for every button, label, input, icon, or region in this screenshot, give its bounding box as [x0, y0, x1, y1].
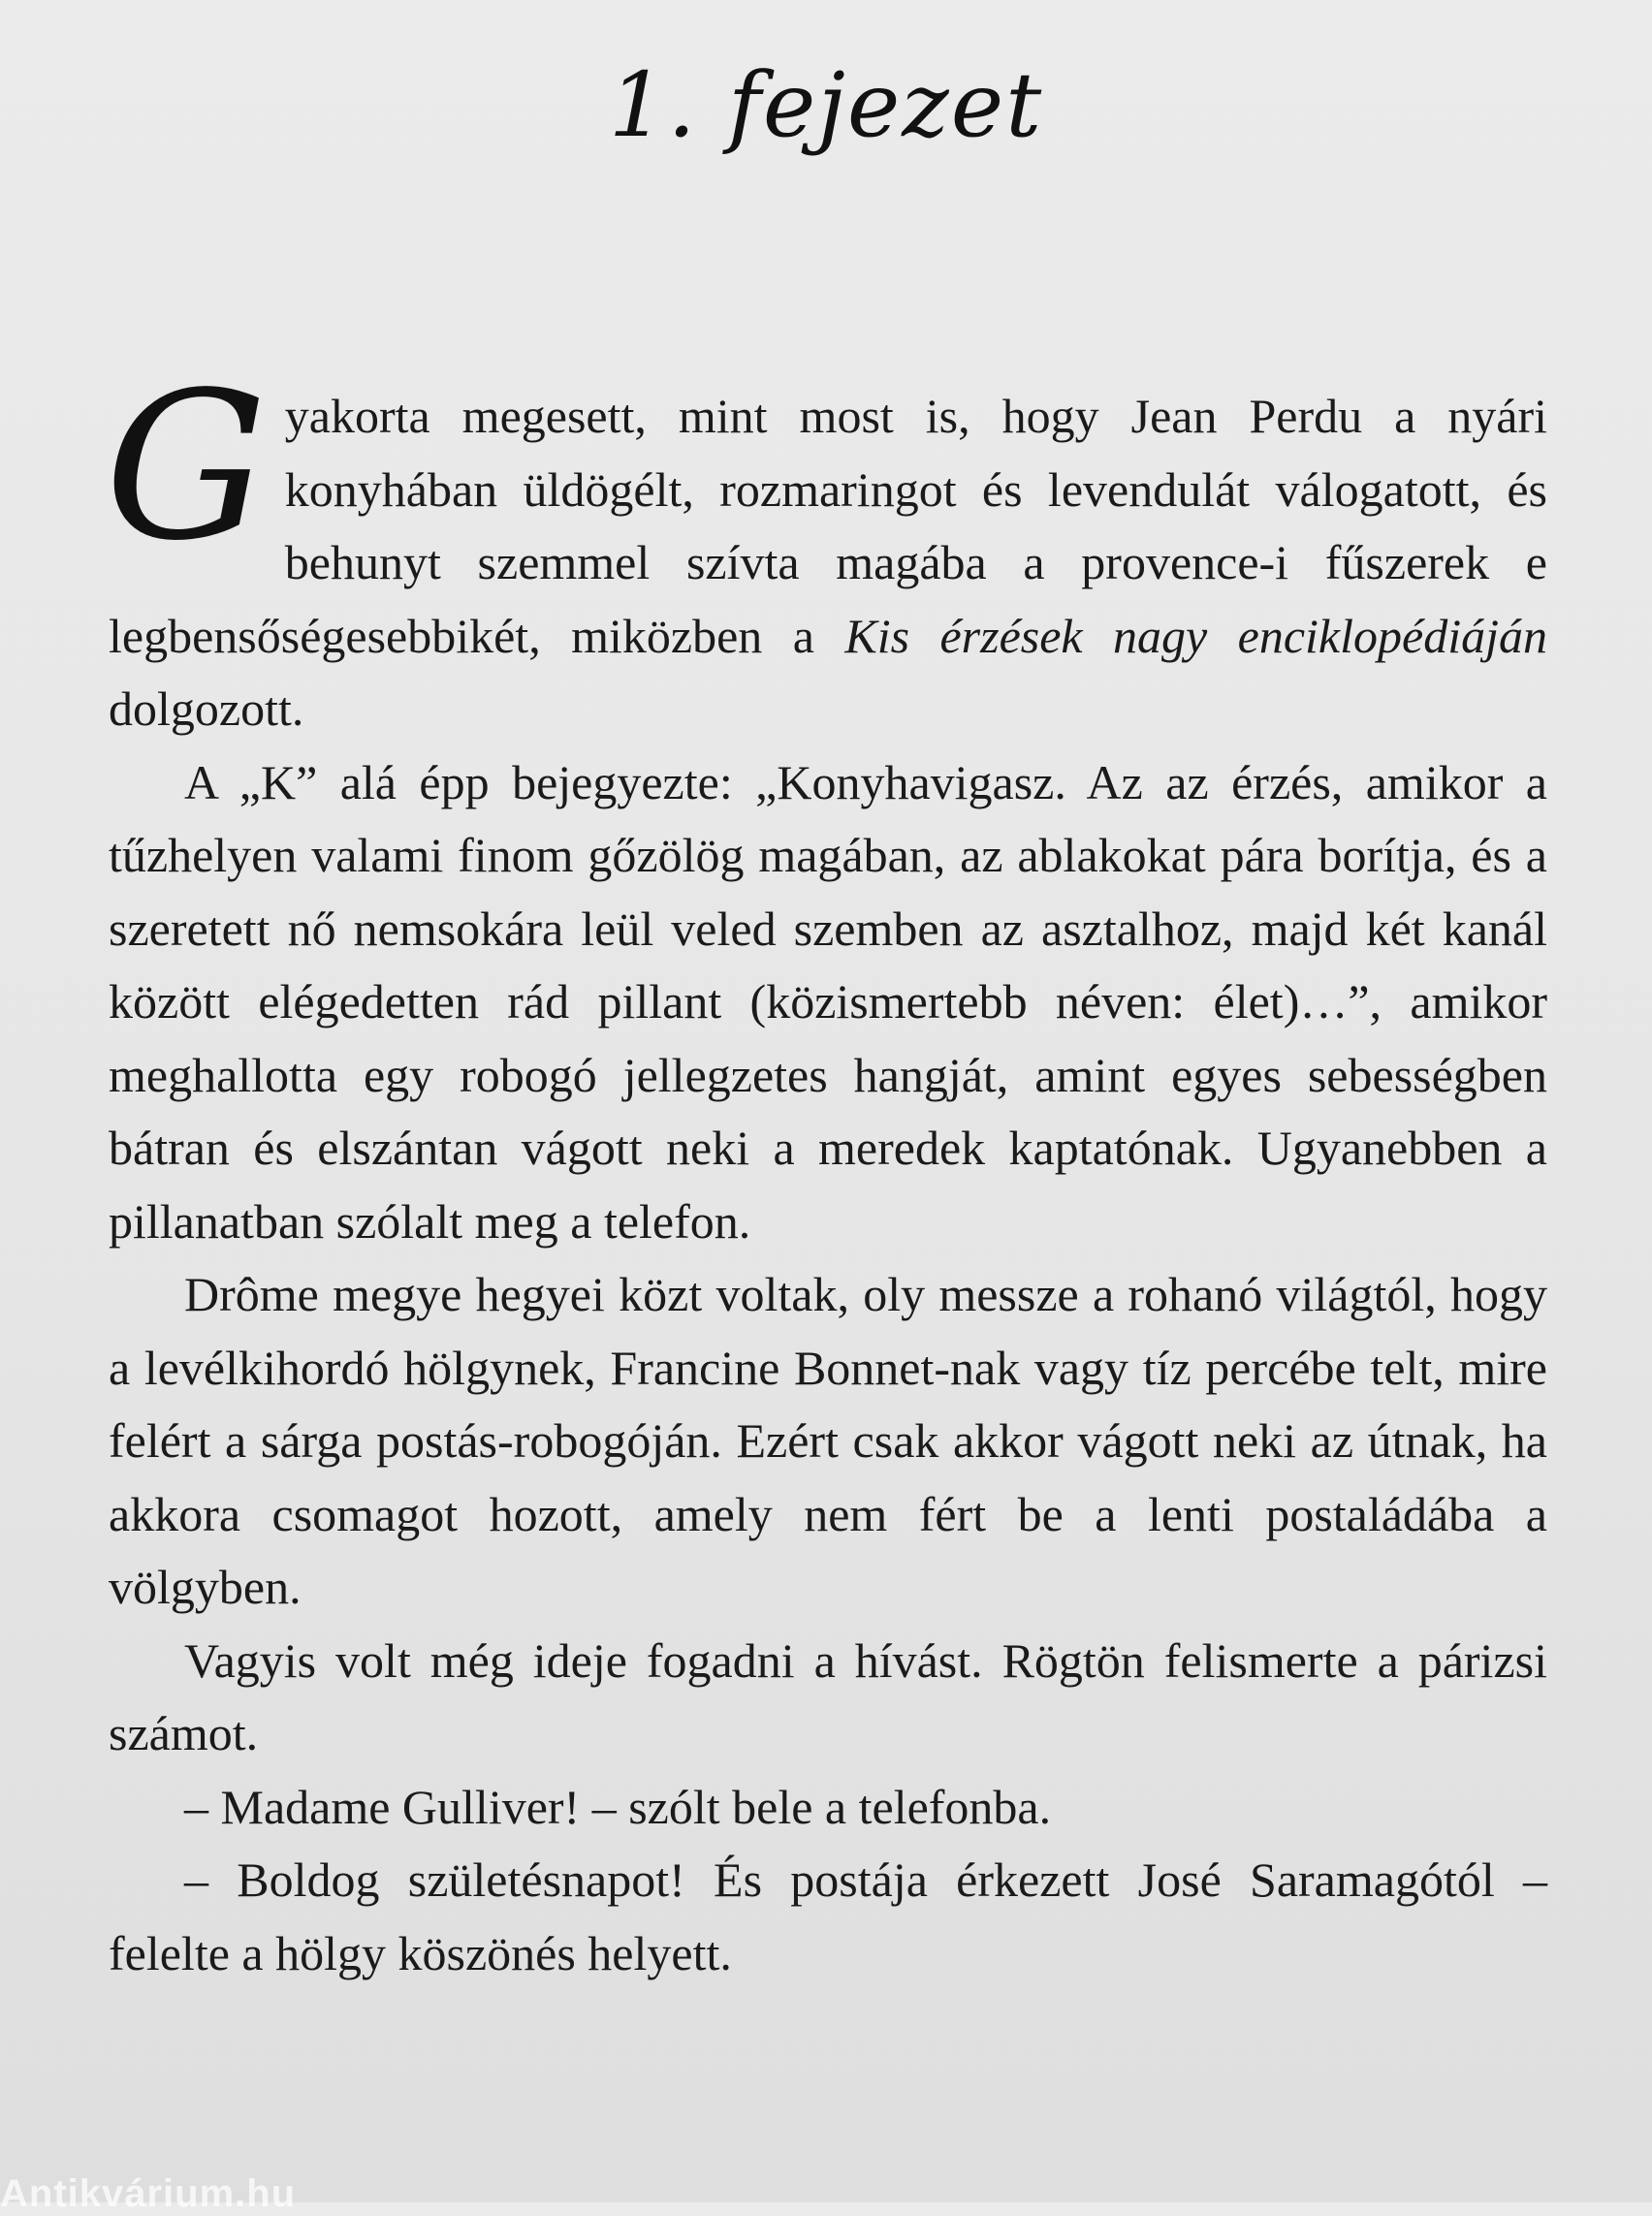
watermark: Antikvárium.hu — [0, 2172, 297, 2215]
paragraph-1-ending: dolgozott. — [109, 681, 304, 736]
dialogue-line-1: – Madame Gulliver! – szólt bele a telefonba. — [184, 1779, 1052, 1834]
dialogue-line-2: – Boldog születésnapot! És postája érkezett José Saramagótól – felelte a hölgy köszönés helyett. — [109, 1852, 1547, 1980]
paragraph-1-text: yakorta megesett, mint most is, hogy Jean Perdu a nyári konyhában üldögélt, rozmaringot és levendulát válogatott, és behunyt szemmel szívta magába a provence-i fűszerek e legbensőségesebbikét, miközben a — [109, 389, 1547, 663]
paragraph-3: Drôme megye hegyei közt voltak, oly messze a rohanó világtól, hogy a levélkihordó hölgynek, Francine Bonnet-nak vagy tíz percébe telt, mire felért a sárga postás-robogóján. Ezért csak akkor vágott neki az útnak, ha akkora csomagot hozott, amely nem fért be a lenti postaládába a völgyben. — [109, 1267, 1547, 1614]
drop-cap: G — [105, 348, 268, 586]
paragraph-1 — [105, 348, 1547, 746]
chapter-title: 1. fejezet — [608, 53, 1044, 157]
chapter-text — [105, 348, 1547, 1990]
paragraph-4: Vagyis volt még ideje fogadni a hívást. Rögtön felismerte a párizsi számot. — [109, 1632, 1547, 1760]
paragraph-2: A „K” alá épp bejegyezte: „Konyhavigasz. Az az érzés, amikor a tűzhelyen valami finom gőzölög magában, az ablakokat pára borítja, és a szeretett nő nemsokára leül veled szemben az asztalhoz, majd két kanál között elégedetten rád pillant (közismertebb néven: élet)…”, amikor meghallotta egy robogó jellegzetes hangját, amint egyes sebességben bátran és elszántan vágott neki a meredek kaptatónak. Ugyanebben a pillanatban szólalt meg a telefon. — [109, 754, 1547, 1249]
book-title-italic: Kis érzések nagy enciklopédiáján — [844, 608, 1547, 663]
